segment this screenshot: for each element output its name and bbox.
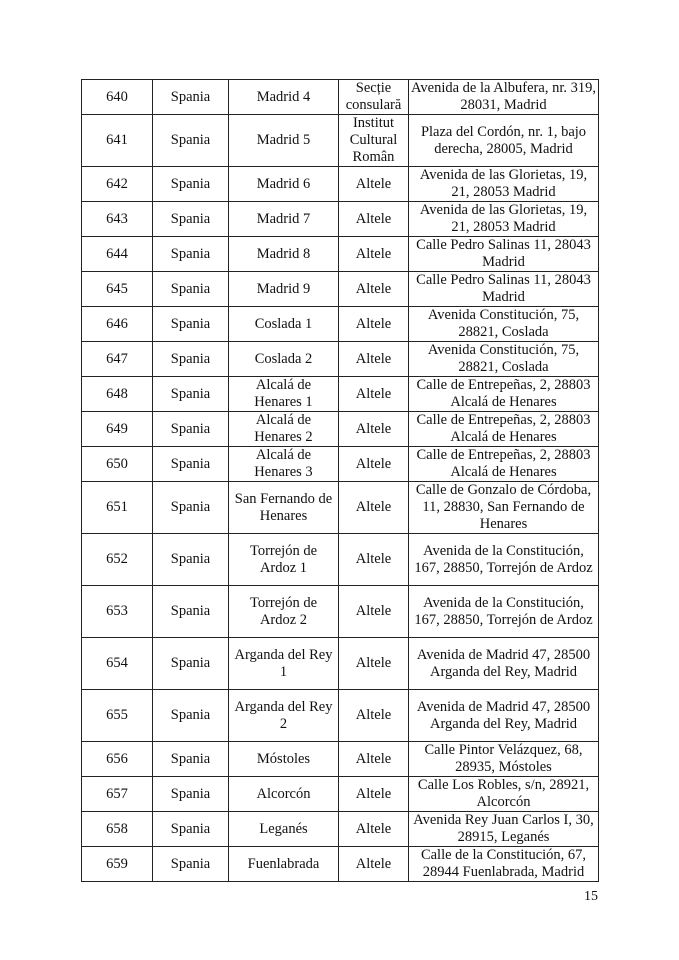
type-cell: Altele <box>339 638 409 690</box>
table-row <box>82 690 599 742</box>
country-cell: Spania <box>153 307 229 342</box>
row-number: 653 <box>82 586 153 638</box>
table-row <box>82 377 599 412</box>
type-cell: Altele <box>339 482 409 534</box>
type-cell: Altele <box>339 307 409 342</box>
country-cell: Spania <box>153 202 229 237</box>
address-cell: Avenida Constitución, 75, 28821, Coslada <box>409 342 599 377</box>
row-number: 655 <box>82 690 153 742</box>
table-row <box>82 638 599 690</box>
type-cell: Altele <box>339 447 409 482</box>
type-cell: Altele <box>339 167 409 202</box>
row-number: 641 <box>82 115 153 167</box>
row-number: 647 <box>82 342 153 377</box>
address-cell: Calle Pedro Salinas 11, 28043 Madrid <box>409 272 599 307</box>
locality-cell: Arganda del Rey 1 <box>229 638 339 690</box>
row-number: 658 <box>82 812 153 847</box>
country-cell: Spania <box>153 742 229 777</box>
country-cell: Spania <box>153 342 229 377</box>
table-row <box>82 342 599 377</box>
row-number: 649 <box>82 412 153 447</box>
address-cell: Plaza del Cordón, nr. 1, bajo derecha, 28005, Madrid <box>409 115 599 167</box>
address-cell: Avenida Rey Juan Carlos I, 30, 28915, Leganés <box>409 812 599 847</box>
row-number: 651 <box>82 482 153 534</box>
address-cell: Avenida Constitución, 75, 28821, Coslada <box>409 307 599 342</box>
row-number: 644 <box>82 237 153 272</box>
country-cell: Spania <box>153 80 229 115</box>
table-row <box>82 272 599 307</box>
country-cell: Spania <box>153 534 229 586</box>
address-cell: Calle de Entrepeñas, 2, 28803 Alcalá de Henares <box>409 447 599 482</box>
row-number: 646 <box>82 307 153 342</box>
table-row <box>82 307 599 342</box>
type-cell: Altele <box>339 237 409 272</box>
type-cell: Altele <box>339 412 409 447</box>
row-number: 642 <box>82 167 153 202</box>
locality-cell: Coslada 1 <box>229 307 339 342</box>
address-cell: Calle Los Robles, s/n, 28921, Alcorcón <box>409 777 599 812</box>
table-row <box>82 534 599 586</box>
row-number: 643 <box>82 202 153 237</box>
address-cell: Calle Pedro Salinas 11, 28043 Madrid <box>409 237 599 272</box>
locality-cell: Madrid 9 <box>229 272 339 307</box>
table-row <box>82 482 599 534</box>
address-cell: Calle Pintor Velázquez, 68, 28935, Móstoles <box>409 742 599 777</box>
row-number: 648 <box>82 377 153 412</box>
row-number: 657 <box>82 777 153 812</box>
country-cell: Spania <box>153 115 229 167</box>
type-cell: Altele <box>339 812 409 847</box>
locality-cell: Leganés <box>229 812 339 847</box>
locality-cell: Arganda del Rey 2 <box>229 690 339 742</box>
locality-cell: Alcorcón <box>229 777 339 812</box>
country-cell: Spania <box>153 777 229 812</box>
locality-cell: Madrid 7 <box>229 202 339 237</box>
country-cell: Spania <box>153 237 229 272</box>
locality-cell: Madrid 6 <box>229 167 339 202</box>
country-cell: Spania <box>153 447 229 482</box>
table-row <box>82 847 599 882</box>
locality-cell: Torrejón de Ardoz 1 <box>229 534 339 586</box>
table-row <box>82 777 599 812</box>
table-body <box>82 80 599 882</box>
address-cell: Avenida de la Constitución, 167, 28850, Torrejón de Ardoz <box>409 586 599 638</box>
locality-cell: San Fernando de Henares <box>229 482 339 534</box>
address-cell: Calle de la Constitución, 67, 28944 Fuenlabrada, Madrid <box>409 847 599 882</box>
type-cell: Altele <box>339 534 409 586</box>
row-number: 656 <box>82 742 153 777</box>
type-cell: Altele <box>339 847 409 882</box>
country-cell: Spania <box>153 272 229 307</box>
table-row <box>82 167 599 202</box>
row-number: 652 <box>82 534 153 586</box>
table-row <box>82 202 599 237</box>
table-row <box>82 115 599 167</box>
country-cell: Spania <box>153 377 229 412</box>
locality-cell: Torrejón de Ardoz 2 <box>229 586 339 638</box>
address-cell: Avenida de la Constitución, 167, 28850, Torrejón de Ardoz <box>409 534 599 586</box>
country-cell: Spania <box>153 812 229 847</box>
table-row <box>82 447 599 482</box>
address-cell: Avenida de las Glorietas, 19, 21, 28053 Madrid <box>409 167 599 202</box>
country-cell: Spania <box>153 482 229 534</box>
country-cell: Spania <box>153 847 229 882</box>
type-cell: Altele <box>339 202 409 237</box>
page-number: 15 <box>584 889 598 904</box>
type-cell: Altele <box>339 272 409 307</box>
country-cell: Spania <box>153 638 229 690</box>
type-cell: Altele <box>339 377 409 412</box>
table-row <box>82 412 599 447</box>
country-cell: Spania <box>153 167 229 202</box>
address-cell: Avenida de Madrid 47, 28500 Arganda del Rey, Madrid <box>409 638 599 690</box>
polling-sections-table <box>81 79 599 882</box>
table-row <box>82 237 599 272</box>
country-cell: Spania <box>153 690 229 742</box>
type-cell: Institut Cultural Român <box>339 115 409 167</box>
address-cell: Calle de Entrepeñas, 2, 28803 Alcalá de Henares <box>409 412 599 447</box>
locality-cell: Fuenlabrada <box>229 847 339 882</box>
locality-cell: Alcalá de Henares 1 <box>229 377 339 412</box>
locality-cell: Madrid 4 <box>229 80 339 115</box>
locality-cell: Madrid 8 <box>229 237 339 272</box>
type-cell: Altele <box>339 777 409 812</box>
table-row <box>82 80 599 115</box>
country-cell: Spania <box>153 586 229 638</box>
locality-cell: Coslada 2 <box>229 342 339 377</box>
row-number: 654 <box>82 638 153 690</box>
row-number: 640 <box>82 80 153 115</box>
address-cell: Avenida de las Glorietas, 19, 21, 28053 Madrid <box>409 202 599 237</box>
address-cell: Calle de Gonzalo de Córdoba, 11, 28830, San Fernando de Henares <box>409 482 599 534</box>
row-number: 645 <box>82 272 153 307</box>
type-cell: Altele <box>339 742 409 777</box>
locality-cell: Alcalá de Henares 2 <box>229 412 339 447</box>
address-cell: Avenida de la Albufera, nr. 319, 28031, Madrid <box>409 80 599 115</box>
type-cell: Altele <box>339 342 409 377</box>
table-row <box>82 812 599 847</box>
address-cell: Calle de Entrepeñas, 2, 28803 Alcalá de Henares <box>409 377 599 412</box>
table-row <box>82 586 599 638</box>
row-number: 659 <box>82 847 153 882</box>
table-row <box>82 742 599 777</box>
locality-cell: Móstoles <box>229 742 339 777</box>
type-cell: Altele <box>339 586 409 638</box>
locality-cell: Alcalá de Henares 3 <box>229 447 339 482</box>
row-number: 650 <box>82 447 153 482</box>
type-cell: Altele <box>339 690 409 742</box>
country-cell: Spania <box>153 412 229 447</box>
locality-cell: Madrid 5 <box>229 115 339 167</box>
address-cell: Avenida de Madrid 47, 28500 Arganda del Rey, Madrid <box>409 690 599 742</box>
type-cell: Secție consulară <box>339 80 409 115</box>
